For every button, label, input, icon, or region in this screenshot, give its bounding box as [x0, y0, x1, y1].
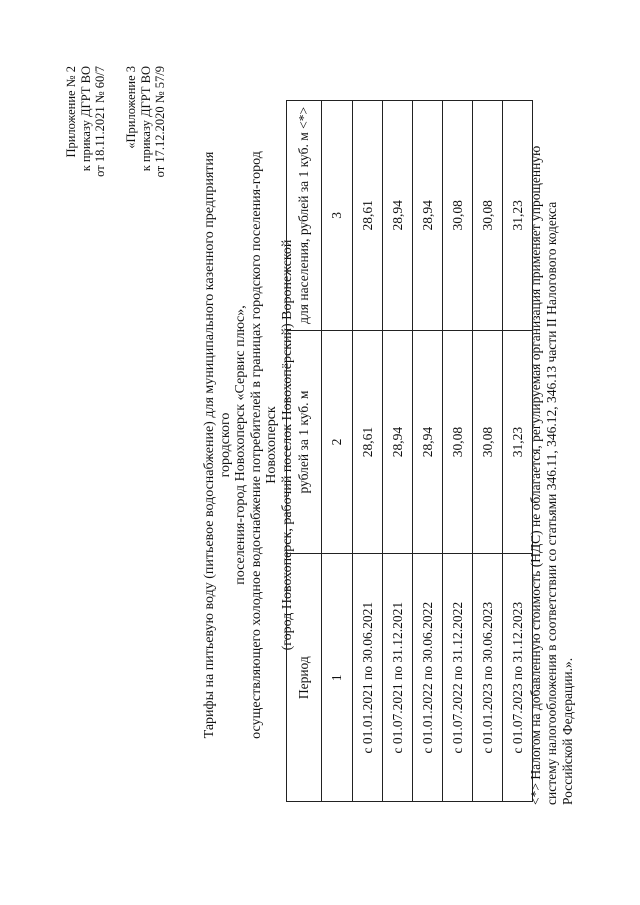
- period-cell: с 01.01.2022 по 30.06.2022: [413, 554, 443, 802]
- appendix-line: от 18.11.2021 № 60/7: [93, 66, 107, 177]
- previous-appendix-header: [124, 66, 168, 177]
- table-row: [413, 101, 443, 802]
- header-population: для населения, рублей за 1 куб. м <*>: [287, 101, 322, 331]
- population-cell: 30,08: [473, 101, 503, 331]
- appendix-line: к приказу ДГРТ ВО: [78, 66, 93, 172]
- table-row: [383, 101, 413, 802]
- document-title: [202, 135, 295, 755]
- tariff-cell: 28,61: [353, 330, 383, 554]
- appendix-line: «Приложение 3: [124, 66, 138, 149]
- header-period: Период: [287, 554, 322, 802]
- population-cell: 28,61: [353, 101, 383, 331]
- tariff-cell: 30,08: [443, 330, 473, 554]
- tariff-cell: 28,94: [413, 330, 443, 554]
- appendix-header: [64, 66, 108, 177]
- population-cell: 28,94: [383, 101, 413, 331]
- col-number: 1: [322, 554, 353, 802]
- title-line: осуществляющего холодное водоснабжение потребителей в границах городского поселения-город Новохоперск: [248, 151, 279, 739]
- footnote-line: систему налогообложения в соответствии со статьями 346.11, 346.12, 346.13 части II Налогового кодекса: [544, 201, 559, 805]
- header-tariff: рублей за 1 куб. м: [287, 330, 322, 554]
- period-cell: с 01.01.2023 по 30.06.2023: [473, 554, 503, 802]
- footnote-line: Российской Федерации.».: [560, 657, 575, 805]
- population-cell: 31,23: [503, 101, 533, 331]
- col-number: 3: [322, 101, 353, 331]
- period-cell: с 01.01.2021 по 30.06.2021: [353, 554, 383, 802]
- tariff-table: [286, 100, 533, 802]
- table-header-row: [287, 101, 322, 802]
- appendix-line: к приказу ДГРТ ВО: [138, 66, 153, 172]
- tariff-cell: 28,94: [383, 330, 413, 554]
- period-cell: с 01.07.2023 по 31.12.2023: [503, 554, 533, 802]
- table-row: [473, 101, 503, 802]
- title-line: Тарифы на питьевую воду (питьевое водоснабжение) для муниципального казенного предприятия городского: [202, 151, 233, 739]
- period-cell: с 01.07.2022 по 31.12.2022: [443, 554, 473, 802]
- tariff-cell: 31,23: [503, 330, 533, 554]
- footnote: [528, 85, 576, 805]
- col-number: 2: [322, 330, 353, 554]
- table-row: [353, 101, 383, 802]
- footnote-line: <*> Налогом на добавленную стоимость (НДС) не облагается, регулируемая организация применяет упрощенную: [528, 145, 543, 805]
- appendix-line: от 17.12.2020 № 57/9: [153, 66, 167, 178]
- period-cell: с 01.07.2021 по 31.12.2021: [383, 554, 413, 802]
- population-cell: 28,94: [413, 101, 443, 331]
- title-line: поселения-город Новохоперск «Сервис плюс»,: [233, 305, 248, 585]
- title-line: (город Новохоперск, рабочий поселок Новохопёрский) Воронежской: [279, 239, 295, 651]
- population-cell: 30,08: [443, 101, 473, 331]
- appendix-line: Приложение № 2: [64, 66, 78, 158]
- table-row: [443, 101, 473, 802]
- tariff-cell: 30,08: [473, 330, 503, 554]
- column-number-row: [322, 101, 353, 802]
